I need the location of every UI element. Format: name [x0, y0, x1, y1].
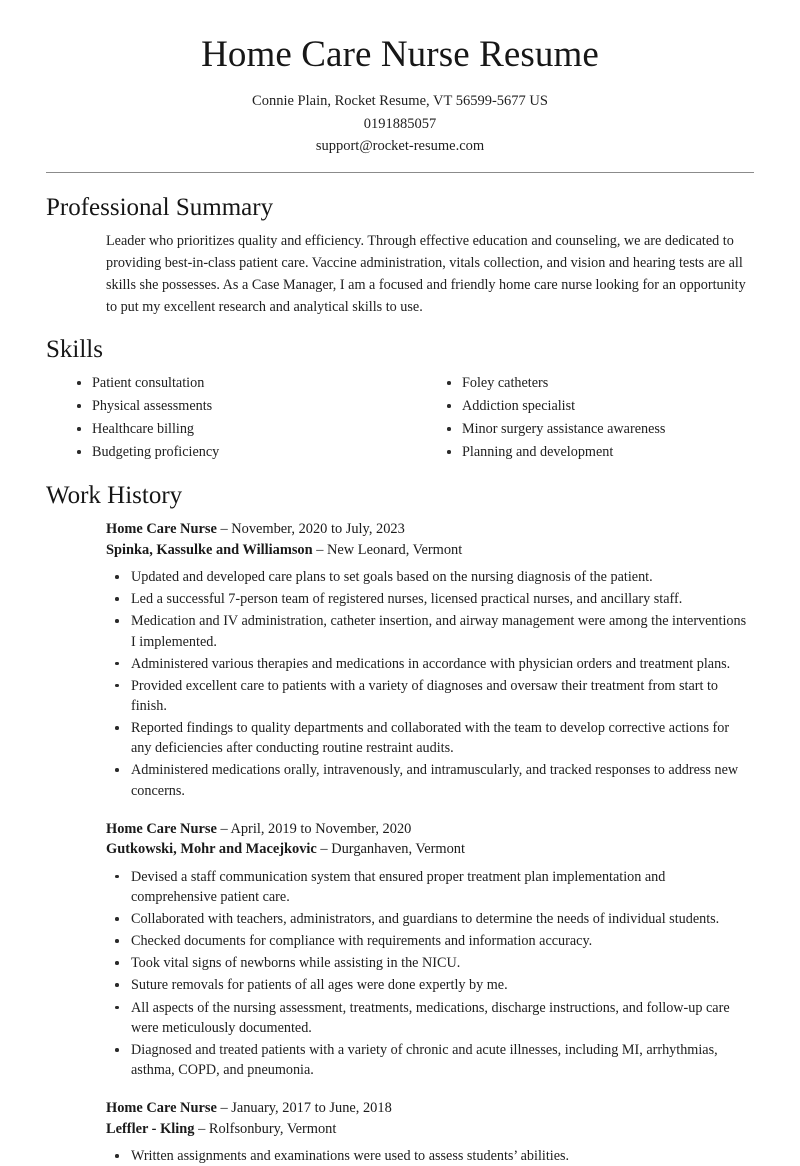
list-item: Updated and developed care plans to set goals based on the nursing diagnosis of the patient.	[106, 567, 754, 587]
job-title: Home Care Nurse	[106, 1100, 217, 1117]
skills-list-right	[441, 374, 754, 461]
section-heading-work-history: Work History	[46, 481, 183, 509]
section-skills	[0, 334, 800, 465]
job-company-line	[106, 540, 754, 560]
section-heading-professional-summary: Professional Summary	[46, 193, 274, 221]
job-dates: November, 2020 to July, 2023	[231, 521, 405, 538]
job-title-separator: –	[216, 521, 232, 538]
resume-header	[0, 0, 800, 158]
job-company: Gutkowski, Mohr and Macejkovic	[106, 841, 317, 858]
list-item: Devised a staff communication system that ensured proper treatment plan implementation and comprehensive patient care.	[106, 867, 754, 907]
job-entry	[106, 1098, 754, 1166]
job-title-separator: –	[216, 820, 231, 837]
section-heading-skills: Skills	[46, 336, 103, 364]
job-company-separator: –	[316, 841, 332, 858]
list-item: Took vital signs of newborns while assisting in the NICU.	[106, 953, 754, 973]
list-item: Written assignments and examinations were used to assess students’ abilities.	[106, 1146, 754, 1166]
job-location: Durganhaven, Vermont	[331, 841, 465, 858]
professional-summary-text: Leader who prioritizes quality and efficiency. Through effective education and counseling, we are dedicated to providing best-in-class patient care. Vaccine administration, vitals collection, and vision and hearing tests are all skills she possesses. As a Case Manager, I am a focused and friendly home care nurse looking for an opportunity to put my excellent research and analytical skills to use.	[106, 233, 746, 316]
list-item: Planning and development	[441, 443, 754, 461]
list-item: Administered medications orally, intravenously, and intramuscularly, and tracked responses to address new concerns.	[106, 760, 754, 800]
job-company-line	[106, 1119, 754, 1139]
page-title: Home Care Nurse Resume	[201, 34, 599, 75]
job-entry	[106, 519, 754, 801]
list-item: Collaborated with teachers, administrators, and guardians to determine the needs of individual students.	[106, 909, 754, 929]
list-item: Medication and IV administration, catheter insertion, and airway management were among the interventions I implemented.	[106, 611, 754, 651]
contact-email: support@rocket-resume.com	[315, 138, 485, 155]
contact-address: Connie Plain, Rocket Resume, VT 56599-5677 US	[252, 93, 548, 110]
job-location: New Leonard, Vermont	[327, 541, 463, 558]
job-title: Home Care Nurse	[106, 820, 217, 837]
job-company-line	[106, 839, 754, 859]
job-company-separator: –	[312, 541, 328, 558]
skills-column-right	[400, 374, 754, 466]
section-work-history	[0, 480, 800, 1166]
list-item: Led a successful 7-person team of registered nurses, licensed practical nurses, and ancillary staff.	[106, 589, 754, 609]
list-item: Checked documents for compliance with requirements and information accuracy.	[106, 931, 754, 951]
header-divider	[46, 172, 754, 173]
job-bullet-list	[106, 867, 754, 1081]
job-location: Rolfsonbury, Vermont	[208, 1120, 337, 1137]
list-item: Budgeting proficiency	[71, 443, 400, 461]
skills-list-left	[71, 374, 400, 461]
section-professional-summary	[0, 192, 800, 319]
skills-columns	[46, 374, 754, 466]
job-title: Home Care Nurse	[106, 521, 217, 538]
job-entry	[106, 819, 754, 1080]
job-company: Leffler - Kling	[106, 1120, 195, 1137]
list-item: Administered various therapies and medications in accordance with physician orders and treatment plans.	[106, 654, 754, 674]
job-dates: April, 2019 to November, 2020	[230, 820, 412, 837]
list-item: Healthcare billing	[71, 420, 400, 438]
list-item: Patient consultation	[71, 374, 400, 392]
job-company: Spinka, Kassulke and Williamson	[106, 541, 313, 558]
list-item: Suture removals for patients of all ages were done expertly by me.	[106, 975, 754, 995]
contact-block	[0, 90, 800, 157]
job-dates: January, 2017 to June, 2018	[231, 1100, 392, 1117]
list-item: All aspects of the nursing assessment, treatments, medications, discharge instructions, and follow-up care were meticulously documented.	[106, 998, 754, 1038]
list-item: Provided excellent care to patients with a variety of diagnoses and oversaw their treatment from start to finish.	[106, 676, 754, 716]
list-item: Addiction specialist	[441, 397, 754, 415]
job-title-line	[106, 519, 754, 539]
job-title-line	[106, 1098, 754, 1118]
list-item: Minor surgery assistance awareness	[441, 420, 754, 438]
job-bullet-list	[106, 1146, 754, 1166]
job-title-line	[106, 819, 754, 839]
job-bullet-list	[106, 567, 754, 801]
list-item: Foley catheters	[441, 374, 754, 392]
list-item: Reported findings to quality departments and collaborated with the team to develop corrective actions for any deficiencies after conducting routine restraint audits.	[106, 718, 754, 758]
skills-column-left	[46, 374, 400, 466]
work-history-list	[46, 519, 754, 1166]
job-company-separator: –	[194, 1120, 209, 1137]
contact-phone: 0191885057	[363, 115, 437, 132]
job-title-separator: –	[216, 1100, 232, 1117]
list-item: Diagnosed and treated patients with a variety of chronic and acute illnesses, including MI, arrhythmias, asthma, COPD, and pneumonia.	[106, 1040, 754, 1080]
list-item: Physical assessments	[71, 397, 400, 415]
